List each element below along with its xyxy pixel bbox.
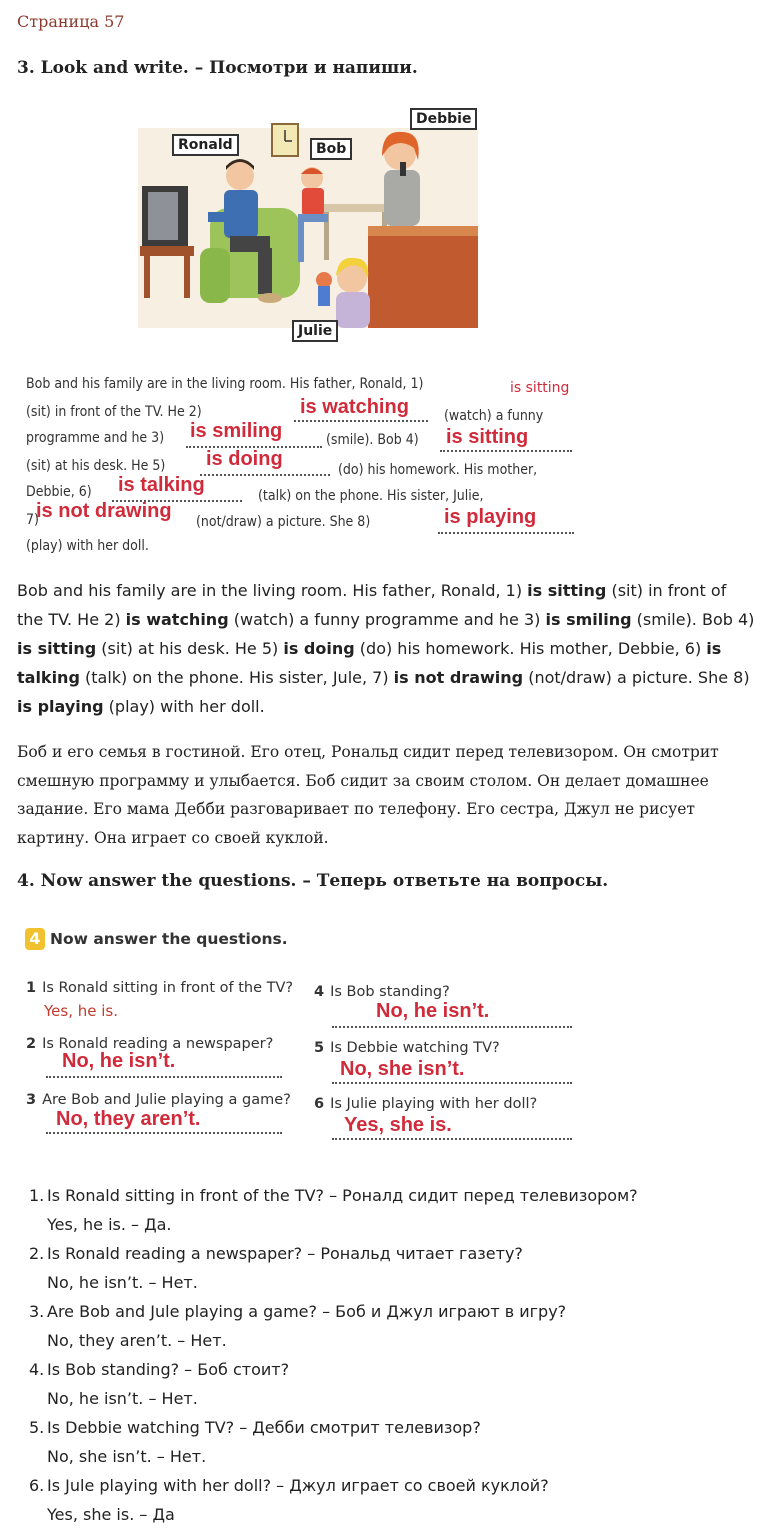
worksheet-answer-6: Yes, she is. (344, 1114, 452, 1136)
worksheet-answer-3: is smiling (190, 420, 283, 442)
answer-bold: is talking (17, 639, 722, 687)
label-julie: Julie (292, 320, 338, 342)
answer-bold: is doing (283, 639, 355, 658)
worksheet-answer-2: No, he isn’t. (62, 1050, 176, 1072)
worksheet-answer-4: No, he isn’t. (376, 1000, 490, 1022)
list-question: Are Bob and Jule playing a game? – Боб и Джул играют в игру? (47, 1302, 567, 1321)
list-answer: Yes, he is. – Да. (47, 1215, 172, 1234)
list-number: 6. (29, 1476, 45, 1495)
question-text: Is Ronald sitting in front of the TV? (42, 980, 294, 996)
label-ronald: Ronald (172, 134, 239, 156)
worksheet-line-1: Bob and his family are in the living room. His father, Ronald, 1) (26, 376, 424, 392)
question-text: Is Ronald reading a newspaper? (42, 1036, 274, 1052)
list-answer: Yes, she is. – Да (47, 1505, 175, 1524)
worksheet-line-2b: (watch) a funny (444, 408, 544, 424)
living-room-illustration (138, 108, 478, 348)
exercise-4-worksheet (18, 920, 578, 1160)
worksheet-line-2: (sit) in front of the TV. He 2) (26, 404, 202, 420)
label-debbie: Debbie (410, 108, 477, 130)
worksheet-line-6: 7) (26, 512, 39, 528)
question-number: 6 (314, 1096, 325, 1112)
list-item (17, 1244, 757, 1302)
question-text: Is Julie playing with her doll? (330, 1096, 538, 1112)
exercise-number-badge: 4 (25, 928, 45, 950)
text-part: (watch) a funny programme and he 3) (228, 610, 546, 629)
answer-bold: is sitting (527, 581, 607, 600)
question-number: 4 (314, 984, 325, 1000)
exercise-3-worksheet (20, 368, 580, 558)
question-text: Is Debbie watching TV? (330, 1040, 500, 1056)
list-question: Is Ronald sitting in front of the TV? – Роналд сидит перед телевизором? (47, 1186, 638, 1205)
list-answer: No, he isn’t. – Нет. (47, 1389, 198, 1408)
text-part: (sit) in front of the TV. He 2) (17, 581, 727, 629)
worksheet-line-5: Debbie, 6) (26, 484, 92, 500)
question-number: 2 (26, 1036, 37, 1052)
list-item (17, 1418, 757, 1476)
worksheet-answer-2: is watching (300, 396, 409, 418)
list-item (17, 1476, 757, 1534)
question-number: 3 (26, 1092, 37, 1108)
worksheet-answer-5: No, she isn’t. (340, 1058, 465, 1080)
worksheet-question-6 (314, 1096, 537, 1112)
worksheet-answer-3: No, they aren’t. (56, 1108, 201, 1130)
worksheet-answer-1: Yes, he is. (44, 1002, 119, 1020)
list-number: 4. (29, 1360, 45, 1379)
worksheet-line-3: programme and he 3) (26, 430, 165, 446)
list-number: 3. (29, 1302, 45, 1321)
text-part: Bob and his family are in the living room. His father, Ronald, 1) (17, 581, 528, 600)
text-part: (smile). Bob 4) (631, 610, 755, 629)
label-bob: Bob (310, 138, 352, 160)
worksheet-question-1 (26, 980, 293, 996)
text-part: (not/draw) a picture. She 8) (523, 668, 750, 687)
question-text: Are Bob and Julie playing a game? (42, 1092, 291, 1108)
worksheet-title: Now answer the questions. (50, 930, 288, 948)
list-question: Is Debbie watching TV? – Дебби смотрит телевизор? (47, 1418, 481, 1437)
exercise-4-answer-list (17, 1186, 757, 1534)
question-text: Is Bob standing? (330, 984, 450, 1000)
text-part: (talk) on the phone. His sister, Jule, 7) (79, 668, 394, 687)
text-part: (do) his homework. His mother, Debbie, 6) (354, 639, 707, 658)
list-question: Is Bob standing? – Боб стоит? (47, 1360, 290, 1379)
worksheet-line-4: (sit) at his desk. He 5) (26, 458, 166, 474)
worksheet-question-5 (314, 1040, 500, 1056)
worksheet-line-7: (play) with her doll. (26, 538, 149, 554)
list-item (17, 1302, 757, 1360)
worksheet-line-3b: (smile). Bob 4) (326, 432, 419, 448)
list-answer: No, he isn’t. – Нет. (47, 1273, 198, 1292)
worksheet-line-6b: (not/draw) a picture. She 8) (196, 514, 371, 530)
text-part: (sit) at his desk. He 5) (96, 639, 284, 658)
page-title: Страница 57 (17, 12, 125, 31)
list-number: 2. (29, 1244, 45, 1263)
exercise-3-translation: Боб и его семья в гостиной. Его отец, Рональд сидит перед телевизором. Он смотрит смешную программу и улыбается. Боб сидит за своим столом. Он делает домашнее задание. Его мама Дебби разговаривает по телефону. Его сестра, Джул не рисует картину. Она играет со своей куклой. (17, 743, 719, 847)
list-number: 1. (29, 1186, 45, 1205)
list-item (17, 1186, 757, 1244)
worksheet-answer-4: is sitting (446, 426, 529, 448)
worksheet-answer-8: is playing (444, 506, 537, 528)
answer-bold: is smiling (545, 610, 632, 629)
list-number: 5. (29, 1418, 45, 1437)
worksheet-line-4b: (do) his homework. His mother, (338, 462, 538, 478)
question-number: 5 (314, 1040, 325, 1056)
answer-bold: is sitting (17, 639, 97, 658)
answer-bold: is watching (125, 610, 229, 629)
answer-bold: is playing (17, 697, 104, 716)
exercise-3-heading: 3. Look and write. – Посмотри и напиши. (17, 58, 418, 78)
list-question: Is Jule playing with her doll? – Джул играет со своей куклой? (47, 1476, 549, 1495)
worksheet-question-4 (314, 984, 450, 1000)
list-answer: No, she isn’t. – Нет. (47, 1447, 207, 1466)
list-item (17, 1360, 757, 1418)
text-part: (play) with her doll. (103, 697, 265, 716)
exercise-4-heading: 4. Now answer the questions. – Теперь ответьте на вопросы. (17, 871, 609, 891)
list-question: Is Ronald reading a newspaper? – Рональд читает газету? (47, 1244, 523, 1263)
question-number: 1 (26, 980, 37, 996)
worksheet-answer-1: is sitting (510, 380, 570, 396)
worksheet-answer-7: is not drawing (36, 500, 172, 522)
list-answer: No, they aren’t. – Нет. (47, 1331, 227, 1350)
worksheet-answer-5: is doing (206, 448, 283, 470)
worksheet-line-5b: (talk) on the phone. His sister, Julie, (258, 488, 484, 504)
exercise-3-answer-text (17, 576, 757, 721)
worksheet-question-3 (26, 1092, 291, 1108)
worksheet-answer-6: is talking (118, 474, 205, 496)
answer-bold: is not drawing (393, 668, 524, 687)
